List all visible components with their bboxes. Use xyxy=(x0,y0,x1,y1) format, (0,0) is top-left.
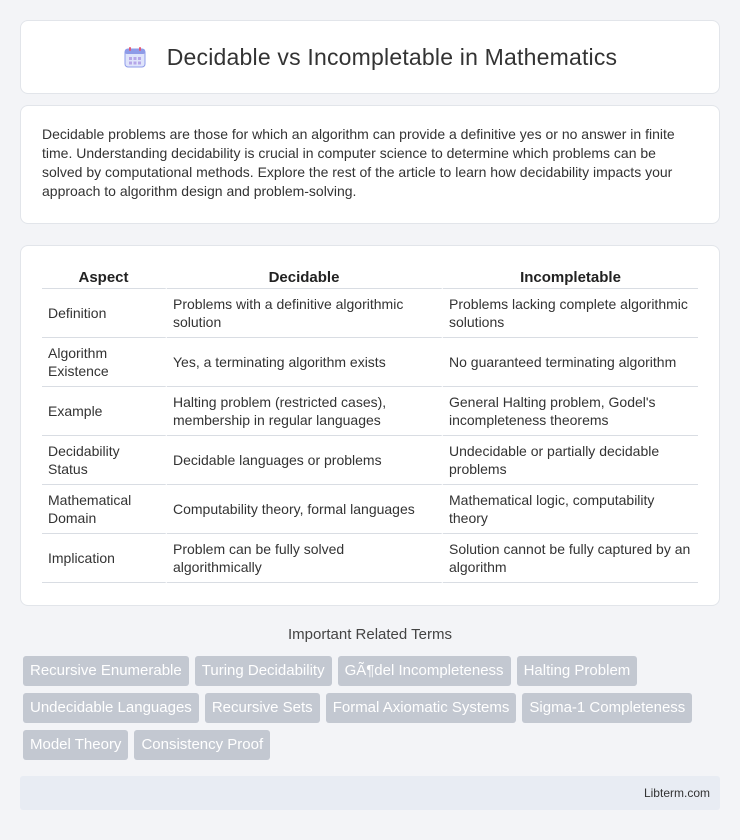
table-row xyxy=(42,436,698,485)
table-row xyxy=(42,289,698,338)
table-cell: General Halting problem, Godel's incompleteness theorems xyxy=(443,387,698,436)
related-term-tag[interactable]: Formal Axiomatic Systems xyxy=(326,693,517,723)
related-term-tag[interactable]: Sigma-1 Completeness xyxy=(522,693,692,723)
table-cell: Computability theory, formal languages xyxy=(167,485,443,534)
related-terms-section xyxy=(20,626,720,760)
related-term-tag[interactable]: Recursive Enumerable xyxy=(23,656,189,686)
table-cell: Algorithm Existence xyxy=(42,338,167,387)
comparison-card xyxy=(20,245,720,606)
table-cell: Decidable languages or problems xyxy=(167,436,443,485)
table-row xyxy=(42,534,698,583)
related-term-tag[interactable]: Recursive Sets xyxy=(205,693,320,723)
table-cell: Problems with a definitive algorithmic solution xyxy=(167,289,443,338)
table-header-row xyxy=(42,266,698,289)
related-term-tag[interactable]: Halting Problem xyxy=(517,656,638,686)
related-terms-list xyxy=(20,656,720,760)
comparison-table xyxy=(42,266,698,583)
table-cell: Mathematical Domain xyxy=(42,485,167,534)
table-cell: Solution cannot be fully captured by an algorithm xyxy=(443,534,698,583)
table-cell: Halting problem (restricted cases), membership in regular languages xyxy=(167,387,443,436)
table-cell: Undecidable or partially decidable problems xyxy=(443,436,698,485)
table-cell: Definition xyxy=(42,289,167,338)
table-cell: Problem can be fully solved algorithmically xyxy=(167,534,443,583)
related-term-tag[interactable]: Undecidable Languages xyxy=(23,693,199,723)
table-row xyxy=(42,485,698,534)
related-terms-heading: Important Related Terms xyxy=(288,626,452,643)
page-title: Decidable vs Incompletable in Mathematics xyxy=(166,43,618,70)
related-term-tag[interactable]: Consistency Proof xyxy=(134,730,270,760)
table-cell: Problems lacking complete algorithmic solutions xyxy=(443,289,698,338)
intro-card xyxy=(20,105,720,224)
column-header-aspect: Aspect xyxy=(42,266,167,289)
table-cell: Decidability Status xyxy=(42,436,167,485)
table-row xyxy=(42,387,698,436)
header-card xyxy=(20,20,720,94)
footer xyxy=(20,776,720,810)
calendar-icon xyxy=(123,45,147,69)
footer-site-link[interactable]: Libterm.com xyxy=(643,786,710,800)
table-row xyxy=(42,338,698,387)
related-term-tag[interactable]: Model Theory xyxy=(23,730,128,760)
table-cell: Mathematical logic, computability theory xyxy=(443,485,698,534)
related-term-tag[interactable]: GÃ¶del Incompleteness xyxy=(338,656,511,686)
table-cell: No guaranteed terminating algorithm xyxy=(443,338,698,387)
title-wrap xyxy=(123,44,618,71)
intro-text: Decidable problems are those for which an algorithm can provide a definitive yes or no answer in finite time. Understanding decidability is crucial in computer science to determine which problems can be solved by computational methods. Explore the rest of the article to learn how decidability impacts your approach to algorithm design and problem-solving. xyxy=(42,126,675,199)
table-cell: Example xyxy=(42,387,167,436)
column-header-incompletable: Incompletable xyxy=(443,266,698,289)
table-cell: Yes, a terminating algorithm exists xyxy=(167,338,443,387)
related-term-tag[interactable]: Turing Decidability xyxy=(195,656,332,686)
table-cell: Implication xyxy=(42,534,167,583)
column-header-decidable: Decidable xyxy=(167,266,443,289)
